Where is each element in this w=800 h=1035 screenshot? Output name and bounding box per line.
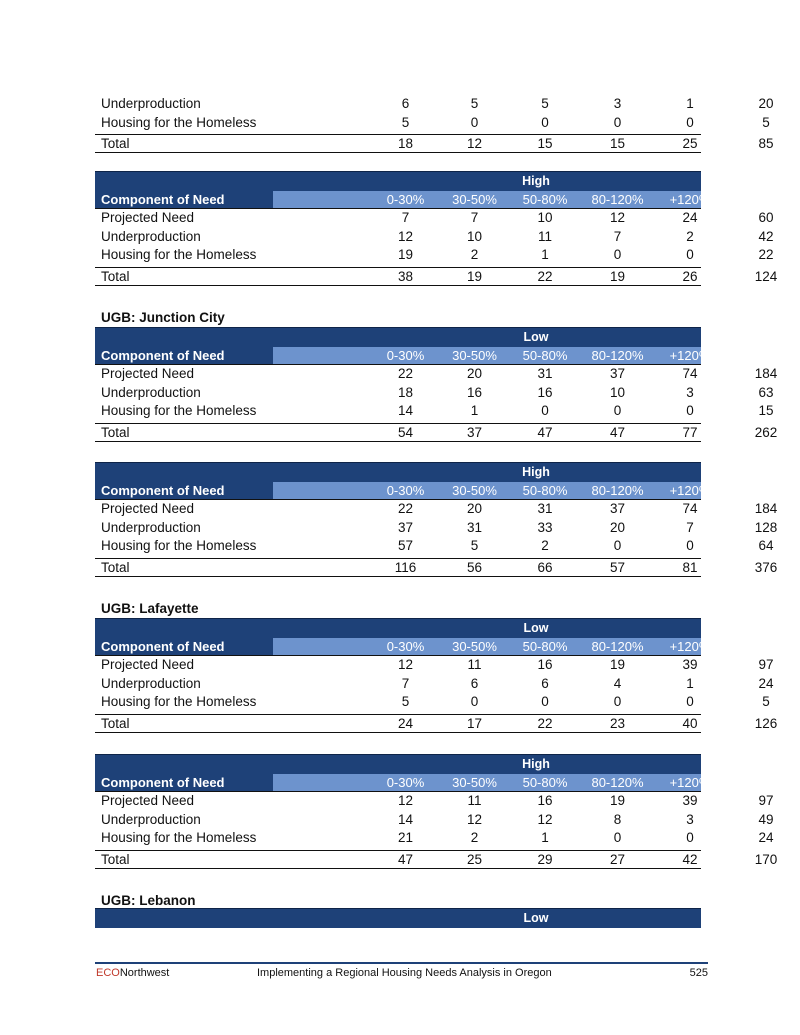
cell: 22 [537,268,553,284]
cell: 54 [397,424,414,440]
column-header-component: Component of Need [95,347,273,364]
section-title: UGB: Junction City [101,310,225,325]
cell: 184 [754,366,778,381]
column-header-row [95,482,782,500]
row-label: Total [101,268,130,284]
table-row [95,829,774,848]
cell: 3 [613,96,622,111]
group-label: High [522,757,550,771]
cell: 6 [470,675,479,691]
page-footer [95,962,708,984]
row-label: Total [101,424,130,440]
cell: 14 [397,811,414,827]
column-header-row [95,347,782,365]
cell: 60 [758,210,774,225]
table-row [95,384,774,403]
cell: 0 [686,694,694,709]
footer-title: Implementing a Regional Housing Needs Analysis in Oregon [257,967,552,979]
section-title: UGB: Lafayette [101,601,199,616]
group-header [95,754,701,774]
column-header: 50-80% [522,639,568,654]
cell: 31 [537,501,553,516]
cell: 0 [613,247,622,262]
column-header: 0-30% [386,483,425,498]
column-header: +120% [669,192,711,207]
column-header: 0-30% [386,348,425,363]
cell: 16 [537,657,553,672]
cell: 49 [758,811,774,827]
cell: 128 [754,519,778,535]
cell: 2 [470,830,479,845]
cell: 16 [537,793,553,808]
cell: 0 [470,694,479,709]
cell: 7 [401,210,410,225]
cell: 0 [686,114,694,130]
total-row [95,850,778,869]
column-header: Total [750,483,782,498]
cell: 5 [401,694,410,709]
cell: 97 [758,793,774,808]
row-label: Total [101,851,130,867]
row-label: Projected Need [101,657,195,672]
cell: 66 [537,559,553,575]
cell: 1 [541,830,549,845]
row-label: Projected Need [101,793,195,808]
row-label: Underproduction [101,228,201,244]
cell: 0 [613,830,622,845]
column-header: +120% [669,775,711,790]
cell: 37 [466,424,483,440]
group-label: High [522,465,550,479]
cell: 20 [758,96,774,111]
cell: 31 [466,519,483,535]
cell: 0 [686,247,694,262]
cell: 10 [537,210,553,225]
total-row [95,134,774,153]
cell: 29 [537,851,553,867]
cell: 47 [609,424,626,440]
cell: 40 [682,715,698,731]
table-row [95,209,774,228]
group-label: Low [523,621,549,635]
table-row [95,246,774,265]
table-continuation [95,95,774,153]
table-high-1 [95,171,782,286]
cell: 0 [686,403,694,418]
cell: 12 [466,136,483,151]
row-label: Projected Need [101,501,195,516]
cell: 7 [470,210,479,225]
cell: 11 [467,793,482,808]
cell: 15 [609,136,626,151]
cell: 10 [609,384,626,400]
column-header: 80-120% [591,483,644,498]
cell: 17 [466,715,483,731]
cell: 18 [397,384,414,400]
column-header: 50-80% [522,483,568,498]
cell: 26 [682,268,698,284]
cell: 37 [609,501,626,516]
cell: 5 [762,114,770,130]
cell: 7 [401,675,410,691]
cell: 97 [758,657,774,672]
table-row [95,519,778,538]
group-label: High [522,174,550,188]
cell: 19 [609,268,626,284]
cell: 74 [682,501,698,516]
cell: 25 [466,851,483,867]
column-header: +120% [669,483,711,498]
cell: 10 [466,228,483,244]
cell: 5 [762,694,770,709]
table-row [95,675,774,694]
row-label: Total [101,715,130,731]
group-header [95,908,701,928]
row-label: Housing for the Homeless [101,247,257,262]
cell: 3 [686,811,694,827]
cell: 27 [609,851,626,867]
row-label: Projected Need [101,210,195,225]
cell: 12 [397,657,414,672]
group-header [95,462,701,482]
column-header-component: Component of Need [95,774,273,791]
cell: 1 [686,675,694,691]
column-header: 50-80% [522,775,568,790]
row-label: Housing for the Homeless [101,538,257,553]
cell: 7 [613,228,622,244]
cell: 4 [613,675,622,691]
table-junction-low [95,327,782,442]
column-header: +120% [669,639,711,654]
total-row [95,558,778,577]
column-header: 30-50% [452,192,497,207]
cell: 31 [537,366,553,381]
cell: 0 [541,403,549,418]
row-label: Underproduction [101,96,201,111]
cell: 0 [613,694,622,709]
cell: 376 [754,559,778,575]
column-header: 80-120% [591,639,644,654]
column-header-component: Component of Need [95,482,273,499]
table-row [95,402,774,421]
cell: 5 [401,114,410,130]
cell: 11 [537,228,552,244]
row-label: Projected Need [101,366,195,381]
column-header-component: Component of Need [95,638,273,655]
cell: 38 [397,268,414,284]
cell: 22 [758,247,774,262]
cell: 47 [537,424,553,440]
column-header: 80-120% [591,348,644,363]
cell: 57 [397,538,414,553]
column-header: Total [750,639,782,654]
cell: 5 [470,96,479,111]
cell: 57 [609,559,626,575]
table-row [95,365,778,384]
row-label: Underproduction [101,384,201,400]
cell: 0 [541,114,549,130]
cell: 74 [682,366,698,381]
total-row [95,714,778,733]
row-label: Underproduction [101,811,201,827]
cell: 0 [613,403,622,418]
column-header: 30-50% [452,775,497,790]
column-header: 0-30% [386,639,425,654]
cell: 19 [466,268,483,284]
cell: 24 [758,830,774,845]
row-label: Total [101,559,130,575]
cell: 6 [541,675,549,691]
column-header: 30-50% [452,483,497,498]
row-label: Housing for the Homeless [101,403,257,418]
cell: 2 [470,247,479,262]
table-row [95,537,774,556]
cell: 23 [609,715,626,731]
total-row [95,267,778,286]
cell: 42 [758,228,774,244]
cell: 1 [541,247,549,262]
group-header [95,171,701,191]
cell: 5 [541,96,549,111]
table-row [95,114,770,133]
table-lafayette-low [95,618,782,733]
group-header [95,327,701,347]
cell: 170 [754,851,778,867]
row-label: Underproduction [101,675,201,691]
table-row [95,656,774,675]
column-header: Total [750,348,782,363]
cell: 19 [609,657,626,672]
cell: 81 [682,559,698,575]
cell: 19 [397,247,414,262]
row-label: Housing for the Homeless [101,114,257,130]
cell: 19 [609,793,626,808]
cell: 42 [682,851,698,867]
cell: 6 [401,96,410,111]
brand-logo: ECONorthwest [96,967,170,979]
cell: 0 [541,694,549,709]
column-header-component: Component of Need [95,191,273,208]
cell: 11 [467,657,482,672]
cell: 16 [466,384,483,400]
cell: 184 [754,501,778,516]
column-header: 30-50% [452,348,497,363]
column-header: 0-30% [386,192,425,207]
cell: 12 [397,228,414,244]
cell: 124 [754,268,778,284]
cell: 0 [686,830,694,845]
cell: 262 [754,424,778,440]
cell: 2 [686,228,694,244]
cell: 24 [758,675,774,691]
cell: 16 [537,384,553,400]
group-label: Low [523,330,549,344]
table-lafayette-high [95,754,782,869]
cell: 116 [394,559,417,575]
column-header: +120% [669,348,711,363]
cell: 63 [758,384,774,400]
cell: 5 [470,538,479,553]
cell: 12 [537,811,553,827]
cell: 18 [397,136,414,151]
cell: 15 [758,403,774,418]
table-row [95,693,770,712]
cell: 20 [466,366,483,381]
column-header-row [95,191,782,209]
cell: 22 [397,366,414,381]
column-header-row [95,774,782,792]
column-header: Total [750,775,782,790]
cell: 1 [470,403,479,418]
cell: 39 [682,793,698,808]
column-header: 50-80% [522,348,568,363]
cell: 20 [466,501,483,516]
row-label: Underproduction [101,519,201,535]
cell: 8 [613,811,622,827]
column-header: 50-80% [522,192,568,207]
cell: 0 [613,538,622,553]
column-header: 80-120% [591,192,644,207]
cell: 126 [754,715,778,731]
row-label: Housing for the Homeless [101,694,257,709]
page-number: 525 [689,967,708,979]
column-header-row [95,638,782,656]
cell: 77 [682,424,698,440]
cell: 56 [466,559,483,575]
group-header [95,618,701,638]
cell: 12 [466,811,483,827]
cell: 37 [609,366,626,381]
cell: 39 [682,657,698,672]
column-header: 0-30% [386,775,425,790]
cell: 64 [758,538,774,553]
cell: 33 [537,519,553,535]
cell: 3 [686,384,694,400]
cell: 12 [609,210,626,225]
cell: 7 [686,519,694,535]
cell: 25 [682,136,698,151]
column-header: Total [750,192,782,207]
cell: 20 [609,519,626,535]
cell: 0 [470,114,479,130]
table-junction-high [95,462,782,577]
row-label: Housing for the Homeless [101,830,257,845]
table-row [95,500,778,519]
cell: 22 [397,501,414,516]
cell: 15 [537,136,553,151]
total-row [95,423,778,442]
cell: 22 [537,715,553,731]
cell: 47 [397,851,414,867]
row-label: Total [101,136,130,151]
table-row [95,792,774,811]
table-row [95,95,774,114]
cell: 24 [397,715,414,731]
column-header: 30-50% [452,639,497,654]
cell: 21 [397,830,414,845]
cell: 24 [682,210,698,225]
table-row [95,228,774,247]
section-title: UGB: Lebanon [101,893,196,908]
group-label: Low [523,911,549,925]
cell: 1 [686,96,694,111]
cell: 12 [397,793,414,808]
cell: 0 [613,114,622,130]
table-row [95,811,774,830]
cell: 37 [397,519,414,535]
cell: 2 [541,538,549,553]
cell: 0 [686,538,694,553]
cell: 85 [758,136,774,151]
cell: 14 [397,403,414,418]
column-header: 80-120% [591,775,644,790]
